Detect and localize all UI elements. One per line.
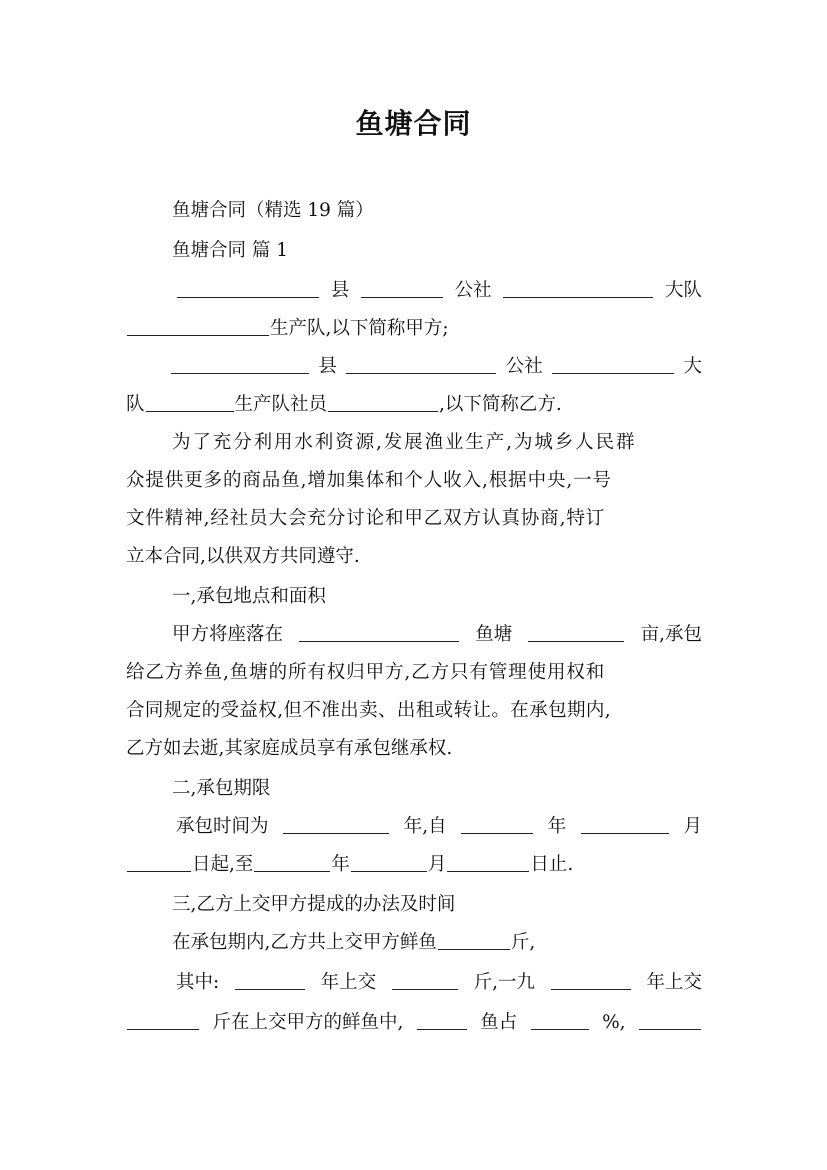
party-b-line-1: 县 公社 大 bbox=[170, 352, 702, 382]
section-heading-1: 鱼塘合同 篇 1 bbox=[172, 240, 289, 261]
document-title: 鱼塘合同 bbox=[355, 107, 472, 140]
term-line-2: 日起,至 年 月 日止. bbox=[126, 850, 702, 880]
paragraph-line: 为了充分利用水利资源,发展渔业生产,为城乡人民群 bbox=[172, 432, 637, 453]
paragraph-line: 合同规定的受益权,但不准出卖、出租或转让。在承包期内, bbox=[126, 700, 612, 721]
paragraph-line: 众提供更多的商品鱼,增加集体和个人收入,根据中央,一号 bbox=[126, 470, 612, 491]
payment-line-2: 其中: 年上交 斤,一九 年上交 bbox=[176, 972, 702, 993]
section-heading-payment: 三,乙方上交甲方提成的办法及时间 bbox=[172, 894, 456, 915]
paragraph-line: 给乙方养鱼,鱼塘的所有权归甲方,乙方只有管理使用权和 bbox=[126, 662, 606, 683]
subtitle-line: 鱼塘合同（精选 19 篇） bbox=[172, 200, 374, 221]
party-a-line-2: 生产队,以下简称甲方; bbox=[126, 314, 702, 344]
paragraph-line: 立本合同,以供双方共同遵守. bbox=[126, 546, 360, 567]
paragraph-line: 乙方如去逝,其家庭成员享有承包继承权. bbox=[126, 738, 453, 759]
section-heading-location: 一,承包地点和面积 bbox=[172, 586, 326, 607]
paragraph-line: 文件精神,经社员大会充分讨论和甲乙双方认真协商,特订 bbox=[126, 508, 606, 529]
payment-line-3: 斤在上交甲方的鲜鱼中, 鱼占 %, bbox=[126, 1008, 702, 1038]
section-heading-term: 二,承包期限 bbox=[172, 778, 271, 799]
party-a-line-1: 县 公社 大队 bbox=[176, 276, 702, 306]
party-b-line-2: 队 生产队社员 ,以下简称乙方. bbox=[126, 394, 562, 415]
term-line-1: 承包时间为 年,自 年 月 bbox=[176, 816, 702, 837]
payment-line-1: 在承包期内,乙方共上交甲方鲜鱼 斤, bbox=[172, 932, 536, 953]
location-line: 甲方将座落在 鱼塘 亩,承包 bbox=[172, 624, 702, 645]
